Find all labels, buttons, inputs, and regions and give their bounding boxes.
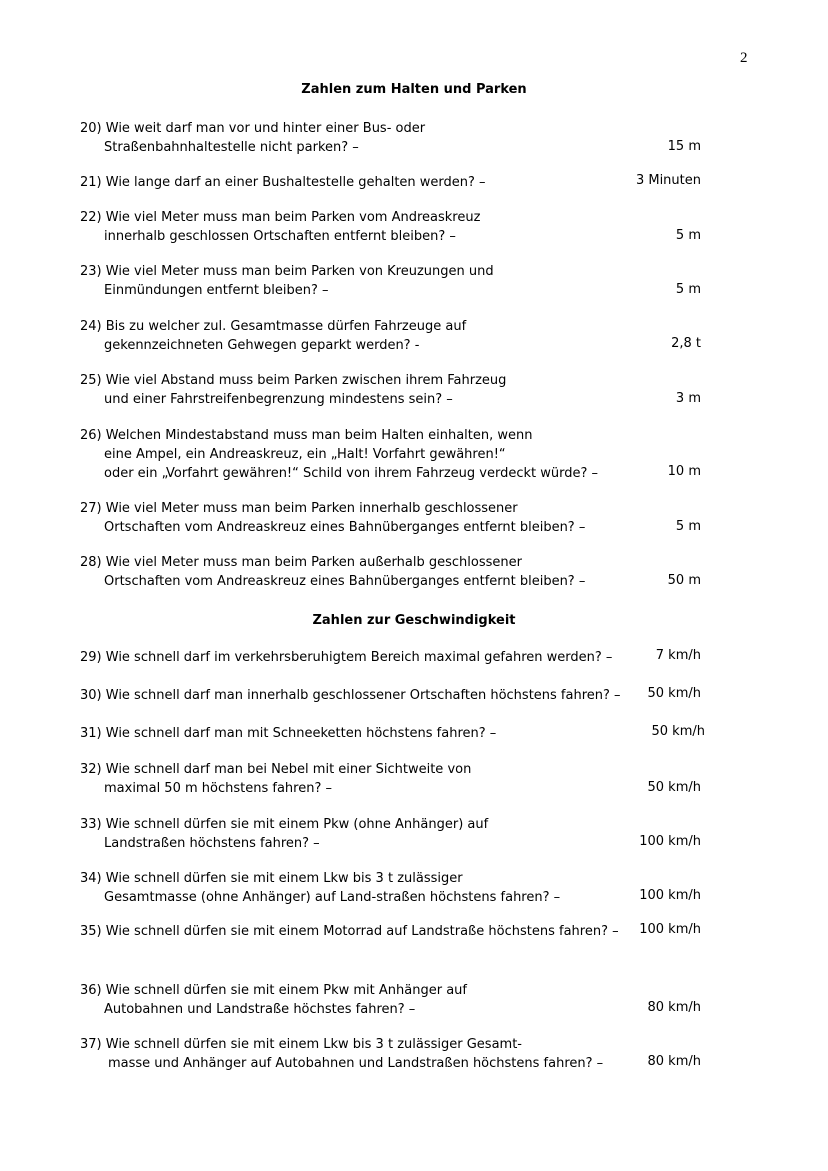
question-line: 24) Bis zu welcher zul. Gesamtmasse dürfen Fahrzeuge auf xyxy=(80,319,467,334)
question-line: Autobahnen und Landstraße höchstes fahren? – xyxy=(104,1002,416,1017)
question-30 xyxy=(80,686,710,705)
answer-24: 2,8 t xyxy=(671,336,701,351)
question-line: 31) Wie schnell darf man mit Schneeketten höchstens fahren? – xyxy=(80,726,497,741)
question-line: innerhalb geschlossen Ortschaften entfernt bleiben? – xyxy=(104,229,456,244)
question-line: Einmündungen entfernt bleiben? – xyxy=(104,283,329,298)
question-line: Landstraßen höchstens fahren? – xyxy=(104,836,320,851)
question-line: 27) Wie viel Meter muss man beim Parken innerhalb geschlossener xyxy=(80,501,518,516)
question-line: 21) Wie lange darf an einer Bushaltestelle gehalten werden? – xyxy=(80,175,486,190)
answer-34: 100 km/h xyxy=(639,888,701,903)
question-35 xyxy=(80,922,710,941)
question-23 xyxy=(80,262,710,300)
question-line: Straßenbahnhaltestelle nicht parken? – xyxy=(104,140,359,155)
question-33 xyxy=(80,815,710,853)
question-24 xyxy=(80,317,710,355)
question-line: 20) Wie weit darf man vor und hinter einer Bus- oder xyxy=(80,121,426,136)
question-36 xyxy=(80,981,710,1019)
question-line: 33) Wie schnell dürfen sie mit einem Pkw (ohne Anhänger) auf xyxy=(80,817,489,832)
question-21 xyxy=(80,173,710,192)
question-line: Gesamtmasse (ohne Anhänger) auf Land-straßen höchstens fahren? – xyxy=(104,890,561,905)
question-line: 22) Wie viel Meter muss man beim Parken vom Andreaskreuz xyxy=(80,210,481,225)
question-line: 23) Wie viel Meter muss man beim Parken von Kreuzungen und xyxy=(80,264,494,279)
question-28 xyxy=(80,553,710,591)
answer-29: 7 km/h xyxy=(655,648,701,663)
answer-23: 5 m xyxy=(675,282,701,297)
question-line: masse und Anhänger auf Autobahnen und Landstraßen höchstens fahren? – xyxy=(108,1056,604,1071)
question-line: und einer Fahrstreifenbegrenzung mindestens sein? – xyxy=(104,392,453,407)
answer-25: 3 m xyxy=(675,391,701,406)
answer-32: 50 km/h xyxy=(647,780,701,795)
question-34 xyxy=(80,869,710,907)
question-25 xyxy=(80,371,710,409)
question-29 xyxy=(80,648,710,667)
question-line: 32) Wie schnell darf man bei Nebel mit einer Sichtweite von xyxy=(80,762,472,777)
question-line: eine Ampel, ein Andreaskreuz, ein „Halt! Vorfahrt gewähren!“ xyxy=(104,447,506,462)
question-line: 37) Wie schnell dürfen sie mit einem Lkw bis 3 t zulässiger Gesamt- xyxy=(80,1037,522,1052)
answer-33: 100 km/h xyxy=(639,834,701,849)
question-20 xyxy=(80,119,710,157)
question-line: 36) Wie schnell dürfen sie mit einem Pkw mit Anhänger auf xyxy=(80,983,467,998)
section-heading-halten-parken: Zahlen zum Halten und Parken xyxy=(301,82,527,97)
question-line: 26) Welchen Mindestabstand muss man beim Halten einhalten, wenn xyxy=(80,428,533,443)
answer-31: 50 km/h xyxy=(651,724,705,739)
question-22 xyxy=(80,208,710,246)
answer-37: 80 km/h xyxy=(647,1054,701,1069)
question-line: oder ein „Vorfahrt gewähren!“ Schild von ihrem Fahrzeug verdeckt würde? – xyxy=(104,466,598,481)
answer-28: 50 m xyxy=(667,573,701,588)
question-26 xyxy=(80,426,710,483)
question-31 xyxy=(80,724,710,743)
question-line: Ortschaften vom Andreaskreuz eines Bahnüberganges entfernt bleiben? – xyxy=(104,574,586,589)
answer-35: 100 km/h xyxy=(639,922,701,937)
answer-26: 10 m xyxy=(667,464,701,479)
answer-36: 80 km/h xyxy=(647,1000,701,1015)
question-32 xyxy=(80,760,710,798)
question-line: 35) Wie schnell dürfen sie mit einem Motorrad auf Landstraße höchstens fahren? – xyxy=(80,924,619,939)
page-number: 2 xyxy=(740,50,748,66)
question-line: gekennzeichneten Gehwegen geparkt werden? - xyxy=(104,338,420,353)
question-line: 25) Wie viel Abstand muss beim Parken zwischen ihrem Fahrzeug xyxy=(80,373,507,388)
question-line: maximal 50 m höchstens fahren? – xyxy=(104,781,332,796)
answer-21: 3 Minuten xyxy=(635,173,701,188)
answer-20: 15 m xyxy=(667,139,701,154)
question-37 xyxy=(80,1035,710,1073)
answer-27: 5 m xyxy=(675,519,701,534)
answer-30: 50 km/h xyxy=(647,686,701,701)
answer-22: 5 m xyxy=(675,228,701,243)
section-heading-geschwindigkeit: Zahlen zur Geschwindigkeit xyxy=(312,613,516,628)
question-line: 29) Wie schnell darf im verkehrsberuhigtem Bereich maximal gefahren werden? – xyxy=(80,650,613,665)
question-27 xyxy=(80,499,710,537)
question-line: Ortschaften vom Andreaskreuz eines Bahnüberganges entfernt bleiben? – xyxy=(104,520,586,535)
question-line: 28) Wie viel Meter muss man beim Parken außerhalb geschlossener xyxy=(80,555,522,570)
question-line: 34) Wie schnell dürfen sie mit einem Lkw bis 3 t zulässiger xyxy=(80,871,463,886)
question-line: 30) Wie schnell darf man innerhalb geschlossener Ortschaften höchstens fahren? – xyxy=(80,688,621,703)
